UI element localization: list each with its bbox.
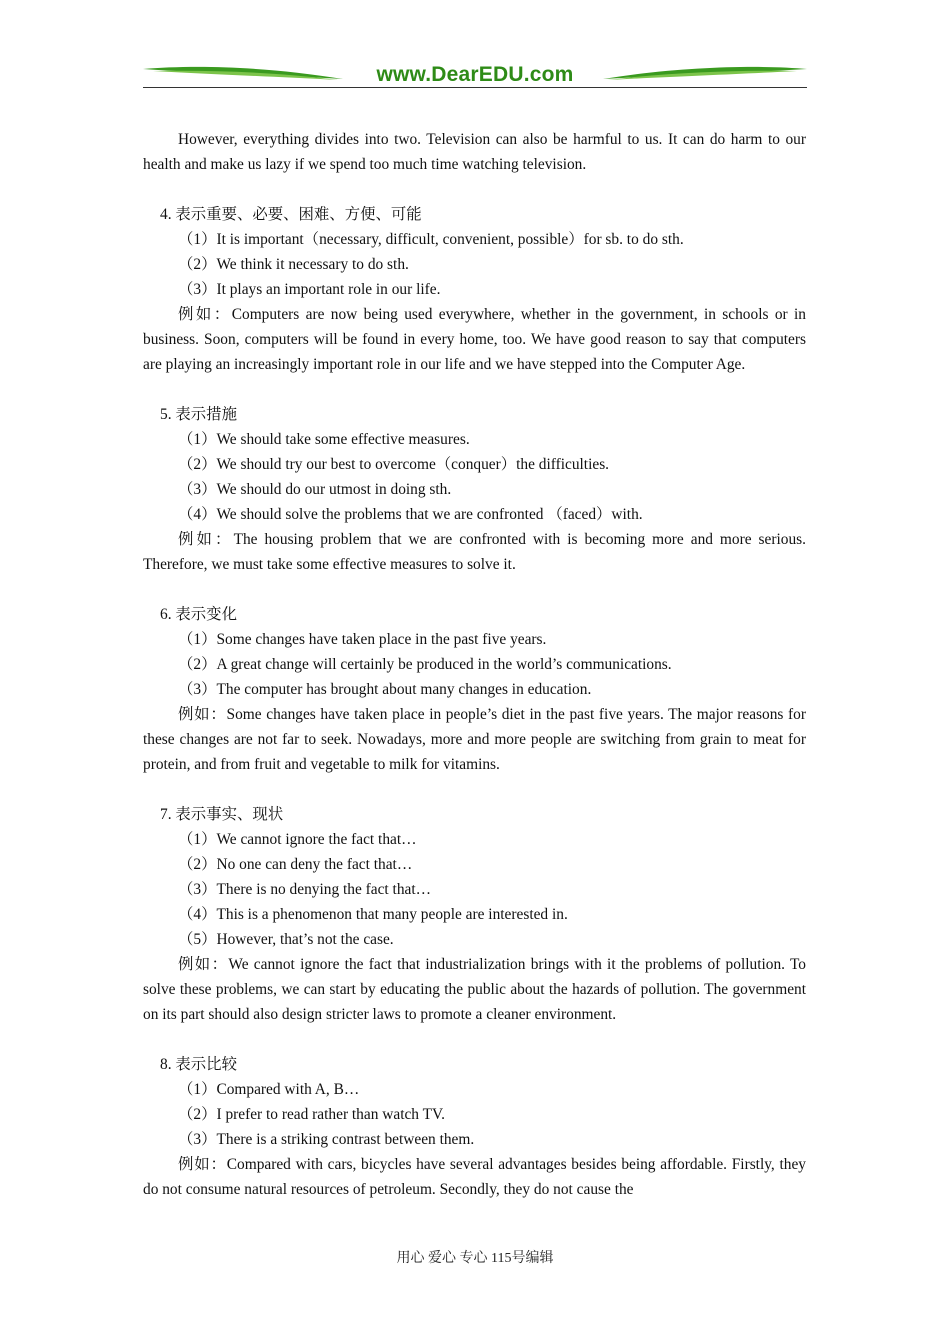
phrase-list-item: （3）We should do our utmost in doing sth. xyxy=(178,481,452,498)
body-paragraph: 例如：Computers are now being used everywhere, whether in the government, in schools or in business. Soon, computers will be found in every home, too. We have good reason to say that computers are playing an increasingly important role in our life and we have stepped into the Computer Age. xyxy=(143,306,806,373)
phrase-list-item: （4）This is a phenomenon that many people are interested in. xyxy=(178,906,568,923)
document-body xyxy=(143,127,806,1202)
header-divider xyxy=(143,87,807,88)
phrase-list-item: （2）No one can deny the fact that… xyxy=(178,856,413,873)
phrase-list-item: （1）We should take some effective measures. xyxy=(178,431,470,448)
phrase-list-item: （2）I prefer to read rather than watch TV. xyxy=(178,1106,445,1123)
phrase-list-item: （2）We think it necessary to do sth. xyxy=(178,256,409,273)
body-paragraph: 例如：Some changes have taken place in people’s diet in the past five years. The major reasons for these changes are not far to seek. Nowadays, more and more people are switching from grain to meat for protein, and from fruit and vegetable to milk for vitamins. xyxy=(143,706,806,773)
page-header xyxy=(143,62,807,90)
paragraph-gap xyxy=(143,777,806,802)
section-heading: 5. 表示措施 xyxy=(160,406,237,423)
phrase-list-item: （1）Some changes have taken place in the past five years. xyxy=(178,631,547,648)
body-paragraph: However, everything divides into two. Television can also be harmful to us. It can do harm to our health and make us lazy if we spend too much time watching television. xyxy=(143,131,806,173)
section-heading: 8. 表示比较 xyxy=(160,1056,237,1073)
page-footer: 用心 爱心 专心 115号编辑 xyxy=(396,1251,554,1266)
paragraph-gap xyxy=(143,1027,806,1052)
phrase-list-item: （2）A great change will certainly be produced in the world’s communications. xyxy=(178,656,672,673)
body-paragraph: 例如：We cannot ignore the fact that industrialization brings with it the problems of pollution. To solve these problems, we can start by educating the public about the hazards of pollution. The government on its part should also design stricter laws to promote a cleaner environment. xyxy=(143,956,806,1023)
paragraph-gap xyxy=(143,577,806,602)
site-logo-text[interactable]: www.DearEDU.com xyxy=(376,63,574,86)
phrase-list-item: （4）We should solve the problems that we are confronted （faced）with. xyxy=(178,506,643,523)
phrase-list-item: （1）We cannot ignore the fact that… xyxy=(178,831,417,848)
paragraph-gap xyxy=(143,377,806,402)
section-heading: 4. 表示重要、必要、困难、方便、可能 xyxy=(160,206,422,223)
body-paragraph: 例如：The housing problem that we are confronted with is becoming more and more serious. Therefore, we must take some effective measures to solve it. xyxy=(143,531,806,573)
body-paragraph: 例如：Compared with cars, bicycles have several advantages besides being affordable. Firstly, they do not consume natural resources of petroleum. Secondly, they do not cause the xyxy=(143,1156,806,1198)
phrase-list-item: （5）However, that’s not the case. xyxy=(178,931,394,948)
paragraph-gap xyxy=(143,177,806,202)
phrase-list-item: （3）The computer has brought about many changes in education. xyxy=(178,681,592,698)
section-heading: 7. 表示事实、现状 xyxy=(160,806,284,823)
section-heading: 6. 表示变化 xyxy=(160,606,237,623)
phrase-list-item: （2）We should try our best to overcome（conquer）the difficulties. xyxy=(178,456,610,473)
phrase-list-item: （3）There is no denying the fact that… xyxy=(178,881,432,898)
phrase-list-item: （3）It plays an important role in our life. xyxy=(178,281,441,298)
phrase-list-item: （3）There is a striking contrast between them. xyxy=(178,1131,475,1148)
phrase-list-item: （1）It is important（necessary, difficult, convenient, possible）for sb. to do sth. xyxy=(178,231,684,248)
phrase-list-item: （1）Compared with A, B… xyxy=(178,1081,360,1098)
